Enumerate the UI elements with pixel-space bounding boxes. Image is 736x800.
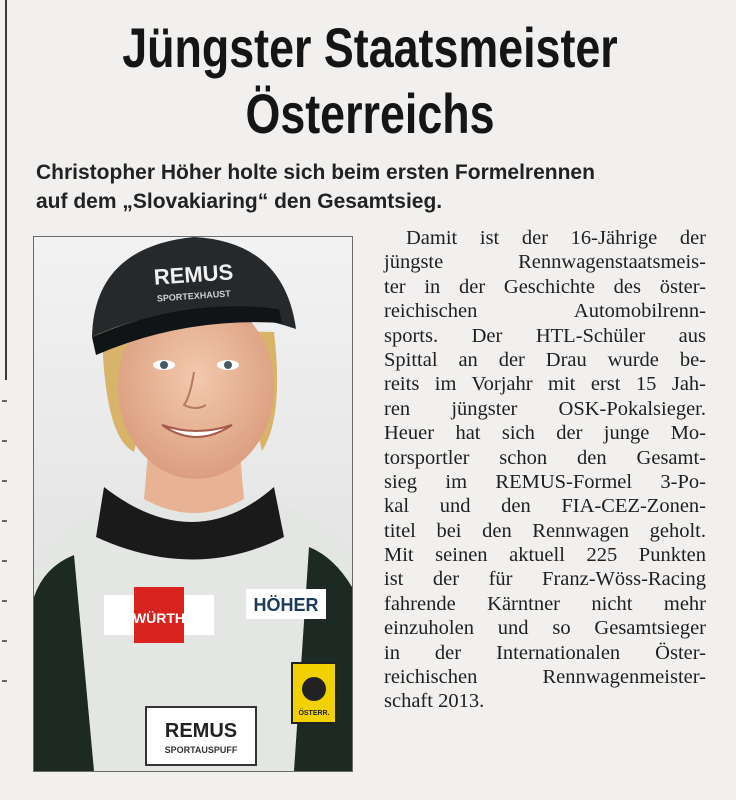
cap-logo-text: REMUS bbox=[152, 259, 234, 290]
body-line: sports. Der HTL-Schüler aus bbox=[384, 324, 706, 347]
sponsor-wurth-text: WÜRTH bbox=[132, 610, 186, 626]
article-body bbox=[384, 226, 706, 714]
body-line: ter in der Geschichte des öster- bbox=[384, 275, 706, 298]
body-line: einzuholen und so Gesamtsieger bbox=[384, 617, 706, 640]
body-line: torsportler schon den Gesamt- bbox=[384, 446, 706, 469]
body-line: Damit ist der 16-Jährige der bbox=[406, 227, 706, 249]
body-line: kal und den FIA-CEZ-Zonen- bbox=[384, 495, 706, 518]
badge-text: ÖSTERR. bbox=[298, 710, 330, 717]
remus-patch-text: REMUS bbox=[164, 720, 238, 742]
driver-portrait-photo bbox=[33, 236, 353, 772]
left-margin-marks bbox=[2, 400, 10, 700]
name-patch-text: HÖHER bbox=[253, 595, 319, 615]
body-line: reits im Vorjahr mit erst 15 Jah- bbox=[384, 373, 706, 396]
headline-line-2: Österreichs bbox=[245, 82, 495, 145]
subheadline bbox=[36, 158, 716, 216]
column-divider bbox=[0, 0, 7, 380]
body-line: ren jüngster OSK-Pokalsieger. bbox=[384, 397, 706, 420]
body-line: schaft 2013. bbox=[384, 690, 485, 713]
body-line: jüngste Rennwagenstaatsmeis- bbox=[384, 251, 706, 274]
body-line: Heuer hat sich der junge Mo- bbox=[384, 422, 706, 445]
remus-patch-sub: SPORTAUSPUFF bbox=[164, 745, 238, 755]
cap-sub-text: SPORTEXHAUST bbox=[156, 288, 232, 304]
headline-line-1: Jüngster Staatsmeister bbox=[122, 16, 618, 79]
body-line: in der Internationalen Öster- bbox=[384, 641, 706, 664]
body-line: reichischen Automobilrenn- bbox=[384, 300, 706, 323]
body-line: titel bei den Rennwagen geholt. bbox=[384, 519, 706, 542]
body-line: sieg im REMUS-Formel 3-Po- bbox=[384, 470, 706, 493]
body-line: Mit seinen aktuell 225 Punkten bbox=[384, 544, 706, 567]
subheadline-line-2: auf dem „Slovakiaring“ den Gesamtsieg. bbox=[36, 190, 443, 213]
subheadline-line-1: Christopher Höher holte sich beim ersten Formelrennen bbox=[36, 161, 595, 184]
body-line: Spittal an der Drau wurde be- bbox=[384, 348, 706, 371]
body-line: ist der für Franz-Wöss-Racing bbox=[384, 568, 706, 591]
body-line: fahrende Kärntner nicht mehr bbox=[384, 592, 706, 615]
body-line: reichischen Rennwagenmeister- bbox=[384, 666, 706, 689]
